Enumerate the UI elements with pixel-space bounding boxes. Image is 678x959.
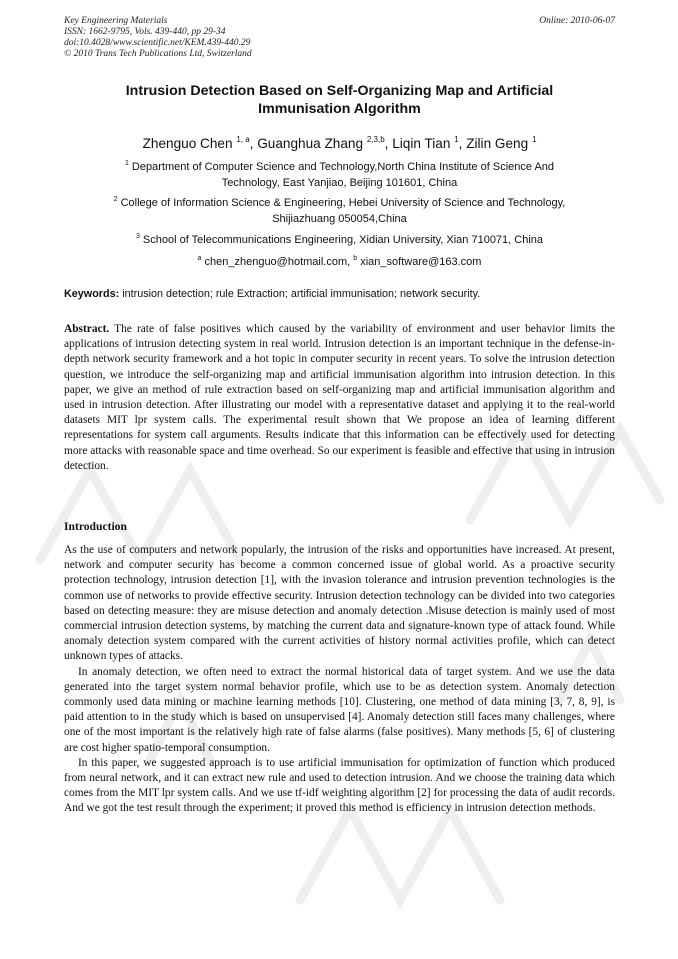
issn-line: ISSN: 1662-9795, Vols. 439-440, pp 29-34 — [64, 27, 226, 37]
paragraph: In anomaly detection, we often need to extract the normal historical data of target system. And we use the data generated into the target system normal behavior profile, which use to be as detection system. Anomaly detection commonly used data mining or machine learning methods [10]. Clustering, one method of data mining [3, 7, 8, 9], is paid attention to in the study which is based on unsupervised [4]. Anomaly detection still faces many challenges, where one of the most important is the relatively high rate of false alarms (false positives). Many methods [5, 6] of clustering are cost higher spatio-temporal consumption. — [64, 665, 615, 754]
email-b: xian_software@163.com — [360, 256, 482, 268]
author-name: Zhenguo Chen — [142, 136, 233, 151]
online-date: Online: 2010-06-07 — [539, 16, 615, 26]
affiliation-line: Shijiazhuang 050054,China — [272, 212, 407, 225]
abstract — [64, 322, 615, 474]
author-list — [64, 131, 615, 153]
affiliation-mark: 2 — [113, 196, 118, 203]
publication-metadata — [64, 16, 615, 60]
affiliation-mark: 1 — [124, 160, 129, 167]
author-name: Guanghua Zhang — [257, 136, 364, 151]
abstract-text: The rate of false positives which caused by the variability of environment and user behavior limits the applications of intrusion detecting system in real world. Intrusion detection is an important technique in the defense-in-depth network security framework and a hot topic in computer security in recent years. To solve the intrusion detection question, we introduce the self-organizing map and artificial immunisation algorithm into intrusion detection. In this paper, we give an method of rule extraction based on self-organizing map and artificial immunisation algorithm and used in intrusion detection. After illustrating our model with a representative dataset and applying it to the real-world datasets MIT lpr system calls. The experimental result shown that We propose an idea of learning different representations for system call arguments. Results indicate that this information can be effectively used for detecting more attacks with reasonable space and time overhead. So our experiment is feasible and effective that using in intrusion detection. — [64, 323, 615, 472]
author-affiliation-mark: 2,3,b — [366, 135, 385, 144]
paragraph: As the use of computers and network popularly, the intrusion of the risks and opportunities have increased. At present, network and computer security has become a common concerned issue of global world. As a proactive security protection technology, intrusion detection [1], with the invasion tolerance and intrusion prevention technologies is the common use of networks to provide effective security. Intrusion detection technology can be divided into two categories based on detecting measure: they are misuse detection and anomaly detection .Misuse detection is mainly used of most commercial intrusion detection systems, by matching the current data and signature-known type of attack found. While anomaly detection system compared with the current activities of history normal activities profile, which can detect unknown types of attacks. — [64, 544, 615, 663]
author-affiliation-mark: 1 — [531, 135, 537, 144]
keywords-label: Keywords: — [64, 288, 120, 300]
affiliation-line: School of Telecommunications Engineering, Xidian University, Xian 710071, China — [142, 234, 544, 246]
title-line-1: Intrusion Detection Based on Self-Organizing Map and Artificial — [125, 83, 554, 99]
title-line-2: Immunisation Algorithm — [258, 101, 421, 117]
affiliation-1 — [64, 156, 615, 191]
keywords-text: intrusion detection; rule Extraction; artificial immunisation; network security. — [122, 288, 481, 300]
affiliation-2 — [64, 192, 615, 227]
paragraph: In this paper, we suggested approach is to use artificial immunisation for optimization of function which produced from neural network, and it can extract new rule and used to detection intrusion. And we choose the training data which comes from the MIT lpr system calls. And we use tf-idf weighting algorithm [2] for processing the data of audit records. And we got the test result through the experiment; it proved this method is efficiency in intrusion detection methods. — [64, 756, 615, 815]
doi-line: doi:10.4028/www.scientific.net/KEM.439-440.29 — [64, 38, 251, 48]
affiliation-3 — [64, 229, 615, 249]
author-emails — [64, 251, 615, 271]
affiliation-mark: 3 — [135, 233, 140, 240]
affiliation-line: Department of Computer Science and Technology,North China Institute of Science And — [131, 161, 555, 173]
affiliation-line: College of Information Science & Engineering, Hebei University of Science and Technology, — [120, 197, 566, 209]
journal-name: Key Engineering Materials — [64, 16, 168, 26]
author-separator: , — [384, 136, 393, 151]
author-name: Zilin Geng — [466, 136, 529, 151]
introduction-heading: Introduction — [64, 520, 127, 533]
author-separator: , — [458, 136, 467, 151]
author-affiliation-mark: 1, a — [236, 135, 250, 144]
email-mark: a — [197, 255, 202, 262]
email-a: chen_zhenguo@hotmail.com, — [204, 256, 351, 268]
author-separator: , — [249, 136, 258, 151]
paper-title — [64, 82, 615, 118]
abstract-label: Abstract. — [64, 323, 110, 335]
author-name: Liqin Tian — [392, 136, 451, 151]
keywords — [64, 287, 615, 301]
copyright-line: © 2010 Trans Tech Publications Ltd, Switzerland — [64, 49, 252, 59]
introduction-body — [64, 543, 615, 817]
email-mark: b — [353, 255, 358, 262]
affiliation-line: Technology, East Yanjiao, Beijing 101601, China — [221, 176, 458, 189]
author-affiliation-mark: 1 — [454, 135, 459, 144]
